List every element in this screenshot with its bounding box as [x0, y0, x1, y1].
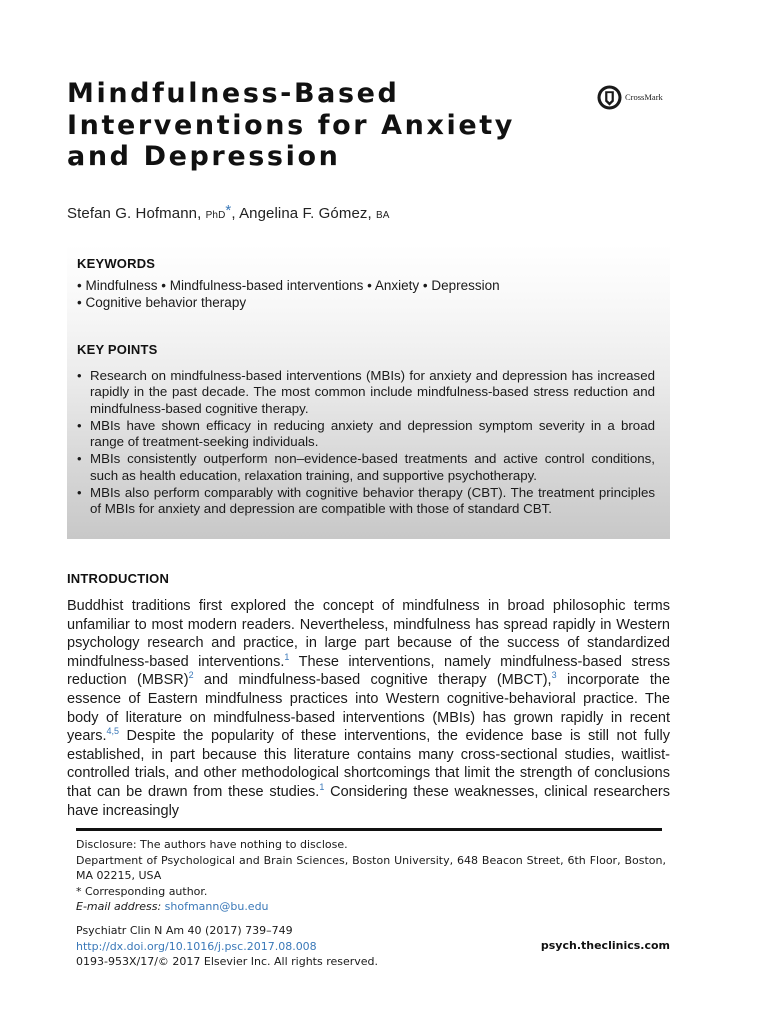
crossmark-label: CrossMark [625, 92, 663, 102]
footnote-divider [76, 828, 662, 831]
introduction-heading: INTRODUCTION [67, 571, 170, 586]
article-title [67, 78, 587, 173]
title-line-1: Mindfulness-Based [67, 78, 400, 109]
keywords-line-2: • Cognitive behavior therapy [77, 295, 247, 310]
key-point-item: • MBIs consistently outperform non–evidence-based treatments and active control conditions, such as health education, relaxation training, and supportive psychotherapy. [75, 451, 655, 484]
key-point-item: • MBIs have shown efficacy in reducing anxiety and depression symptom severity in a broad range of treatment-seeking individuals. [75, 418, 655, 451]
corresponding-note: * Corresponding author. [76, 884, 208, 898]
footnotes [76, 837, 666, 915]
author-1-name: Stefan G. Hofmann, [67, 205, 206, 222]
reference-link[interactable]: 2 [188, 670, 194, 681]
intro-text: Considering these weaknesses, clinical researchers have increasingly [67, 783, 670, 819]
crossmark-icon [597, 85, 622, 110]
author-1-degree: PhD [205, 210, 226, 221]
email-link[interactable]: shofmann@bu.edu [164, 900, 269, 913]
introduction-paragraph [67, 597, 670, 820]
email-label: E-mail address: [76, 900, 162, 913]
author-line [67, 202, 390, 222]
doi-link[interactable]: http://dx.doi.org/10.1016/j.psc.2017.08.008 [76, 939, 317, 953]
affiliation-note: Department of Psychological and Brain Sciences, Boston University, 648 Beacon Street, 6th Floor, Boston, MA 02215, USA [76, 853, 666, 882]
crossmark-badge[interactable] [597, 84, 677, 110]
author-separator: , [231, 205, 240, 222]
title-line-3: and Depression [67, 141, 341, 172]
corresponding-marker[interactable]: * [225, 202, 232, 219]
intro-text: Despite the popularity of these interventions, the evidence base is still not fully established, in part because this literature contains many cross-sectional studies, waitlist-controlled trials, and other methodological shortcomings that limit the strength of conclusions that can be drawn from these studies. [67, 728, 670, 800]
key-point-item: • MBIs also perform comparably with cognitive behavior therapy (CBT). The treatment principles of MBIs for anxiety and depression are compatible with those of standard CBT. [75, 485, 655, 518]
reference-link[interactable]: 3 [551, 670, 557, 681]
key-points-list [75, 368, 655, 519]
intro-text: These interventions, namely mindfulness-based stress reduction (MBSR) [67, 653, 670, 689]
reference-link[interactable]: 1 [284, 651, 290, 662]
author-2-name: Angelina F. Gómez, [239, 205, 377, 222]
title-line-2: Interventions for Anxiety [67, 109, 515, 141]
reference-link[interactable]: 4,5 [106, 726, 120, 737]
keywords-keypoints-box [67, 245, 670, 539]
intro-text: and mindfulness-based cognitive therapy (MBCT), [193, 672, 552, 689]
journal-website-link[interactable]: psych.theclinics.com [540, 939, 670, 952]
author-2-degree: BA [376, 210, 390, 221]
email-note [76, 899, 666, 915]
keywords-heading: KEYWORDS [77, 256, 156, 271]
disclosure-note: Disclosure: The authors have nothing to disclose. [76, 838, 348, 851]
reference-link[interactable]: 1 [319, 782, 325, 793]
journal-citation: Psychiatr Clin N Am 40 (2017) 739–749 [76, 924, 293, 937]
copyright-note: 0193-953X/17/© 2017 Elsevier Inc. All rights reserved. [76, 955, 379, 968]
keywords-line-1: • Mindfulness • Mindfulness-based interventions • Anxiety • Depression [77, 278, 500, 293]
key-points-heading: KEY POINTS [77, 342, 158, 357]
key-point-item: • Research on mindfulness-based interventions (MBIs) for anxiety and depression has increased rapidly in the past decade. The most common include mindfulness-based stress reduction and mindfulness-based cognitive therapy. [75, 368, 655, 417]
intro-text: Buddhist traditions first explored the concept of mindfulness in broad philosophic terms unfamiliar to most modern readers. Nevertheless, mindfulness has spread rapidly in Western psychology research and practice, in large part because of the success of standardized mindfulness-based interventions. [67, 598, 670, 670]
intro-text: incorporate the essence of Eastern mindfulness practices into Western cognitive-behavioral practice. The body of literature on mindfulness-based interventions (MBIs) has grown rapidly in recent years. [67, 672, 671, 745]
